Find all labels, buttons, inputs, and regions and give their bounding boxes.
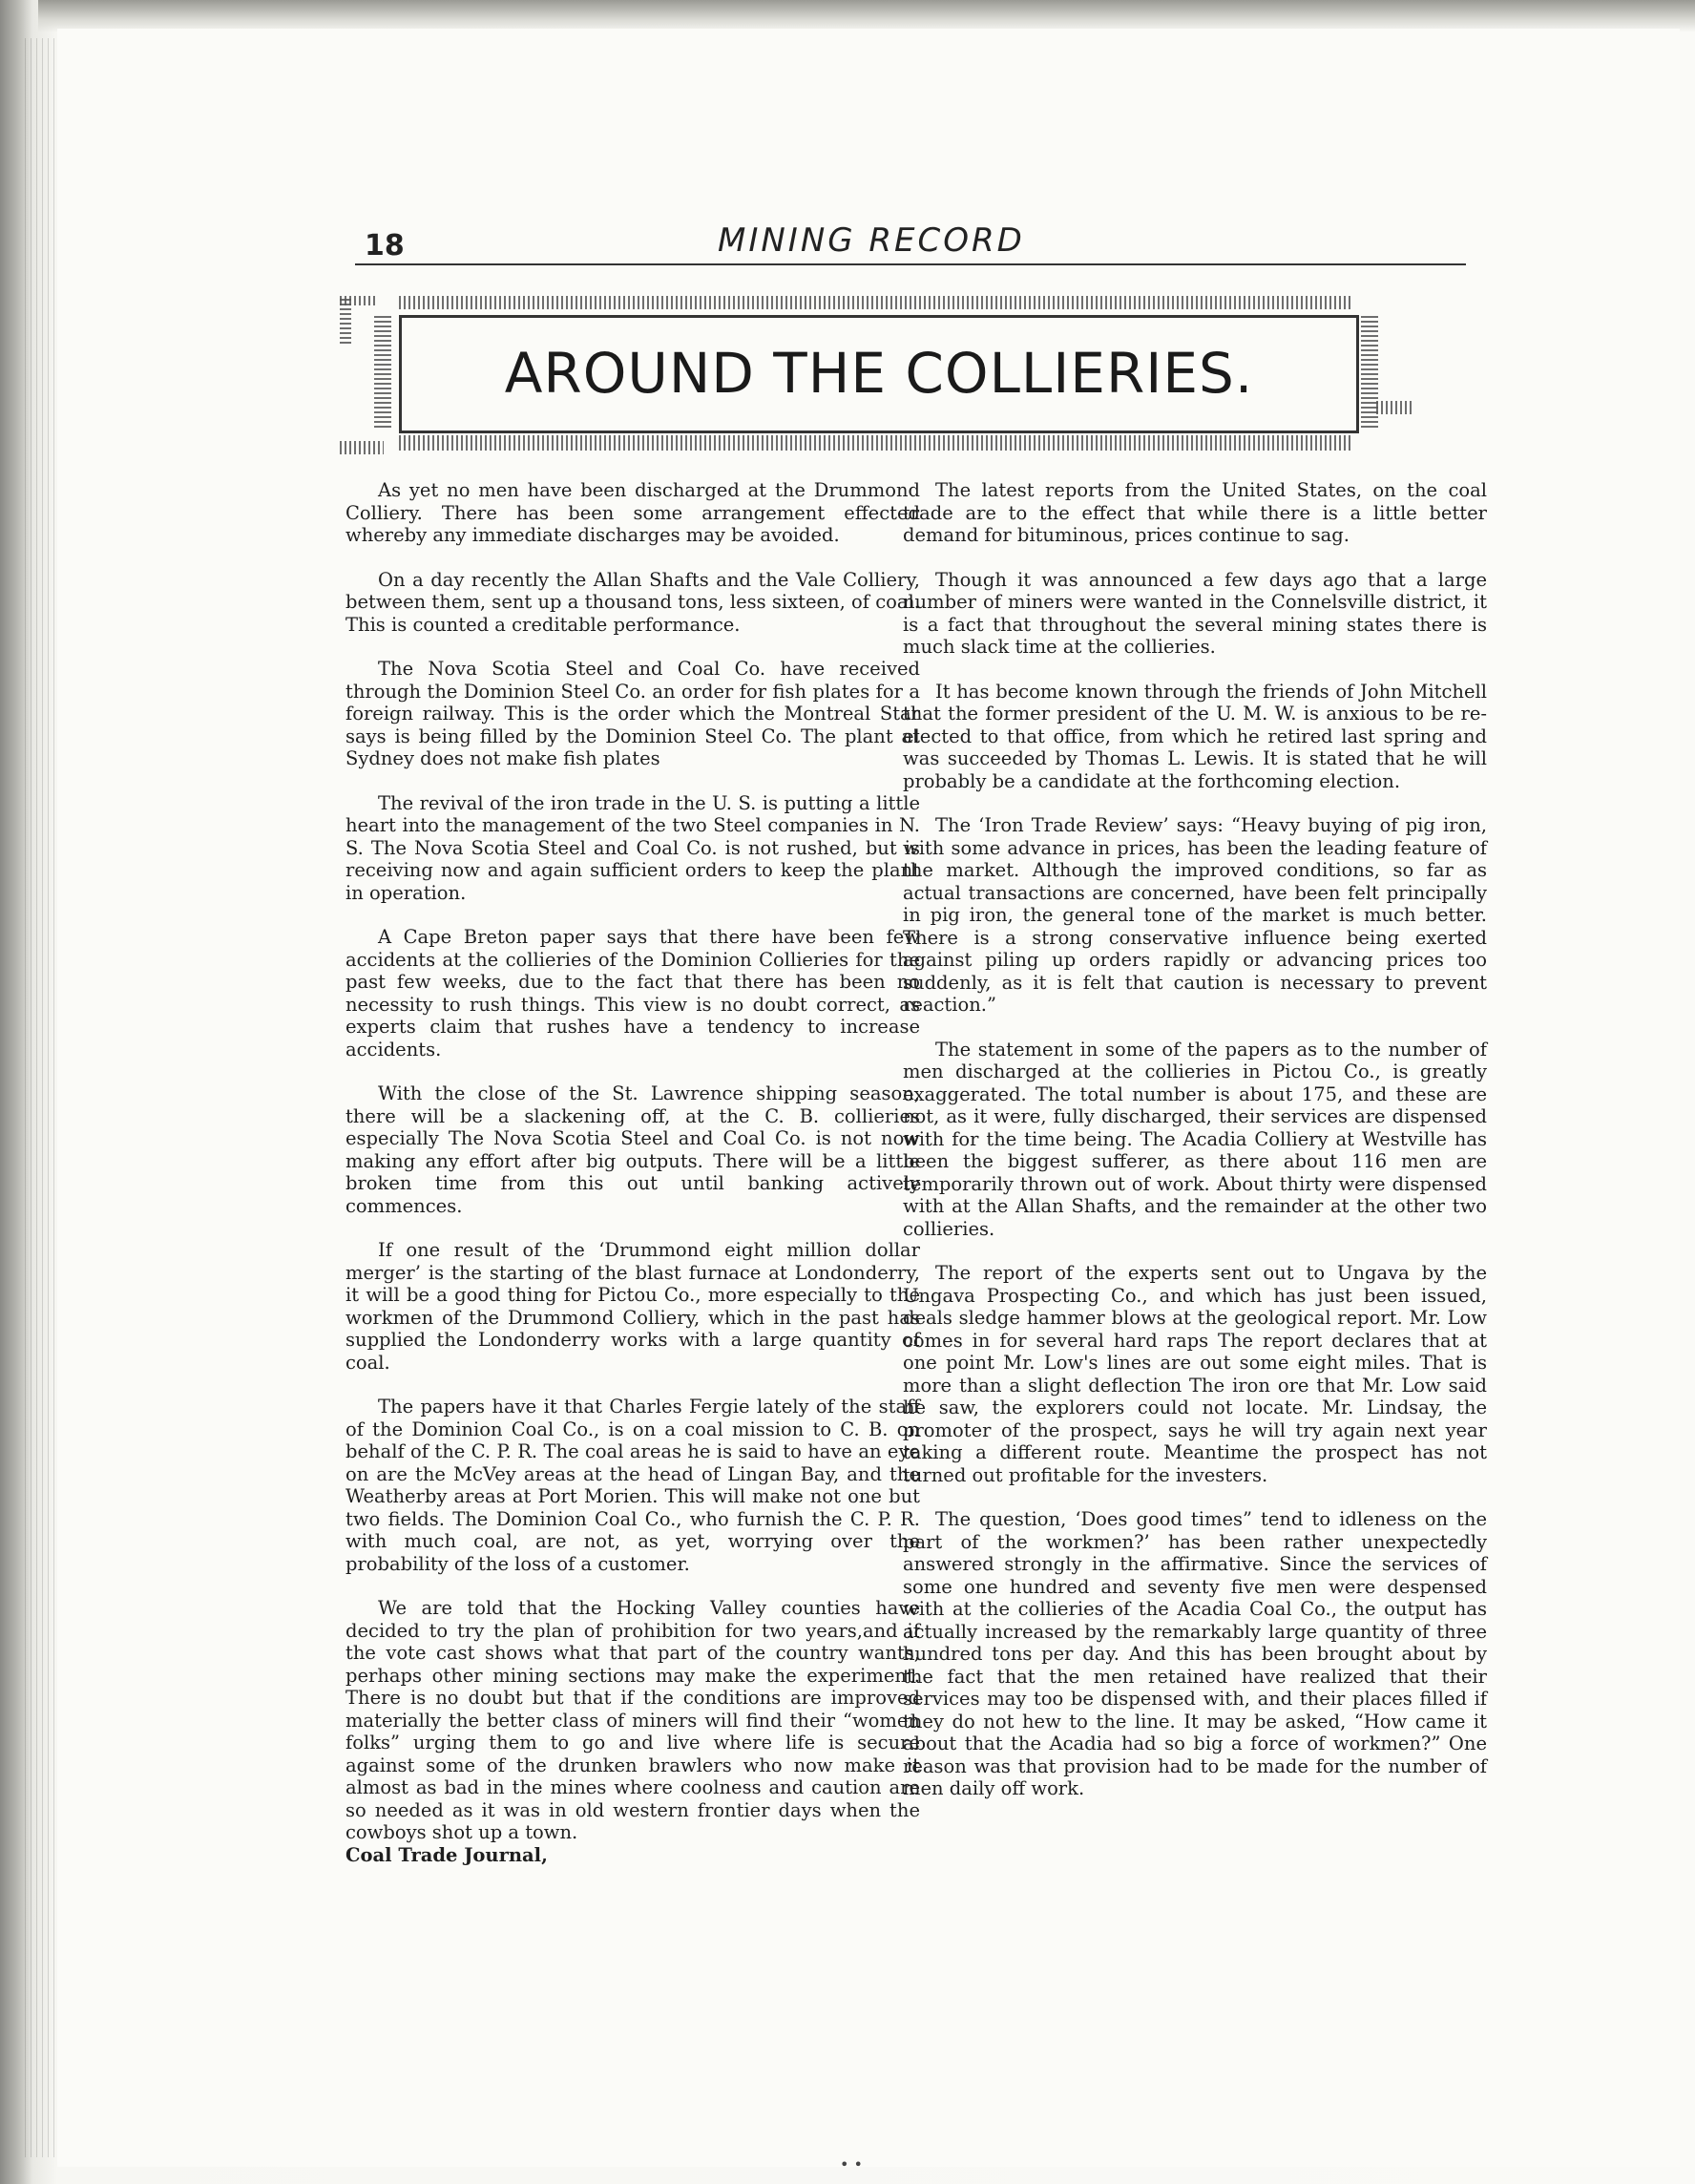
article-paragraph: With the close of the St. Lawrence shipping season, there will be a slackening off, at the C. B. collieries especially The Nova Scotia Steel and Coal Co. is not now making any effort after big outputs. There will be a little broken time from this out until banking actively commences. (345, 1082, 920, 1217)
right-column (903, 479, 1487, 1822)
title-ornament-hatch (340, 296, 351, 344)
article-paragraph: The ‘Iron Trade Review’ says: “Heavy buying of pig iron, with some advance in prices, has been the leading feature of the market. Although the improved conditions, so far as actual transactions are concerned, have been felt principally in pig iron, the general tone of the market is much better. There is a strong conservative influence being exerted against piling up orders rapidly or advancing prices too suddenly, as it is felt that caution is necessary to prevent reaction.” (903, 814, 1487, 1016)
page-number: 18 (365, 229, 405, 262)
title-ornament-hatch (340, 441, 384, 454)
article-paragraph: The question, ‘Does good times” tend to idleness on the part of the workmen?’ has been rather unexpectedly answered strongly in the affirmative. Since the services of some one hundred and seventy five men were despensed with at the collieries of the Acadia Coal Co., the output has actually increased by the remarkably large quantity of three hundred tons per day. And this has been brought about by the fact that the men retained have realized that their services may too be dispensed with, and their places filled if they do not hew to the line. It may be asked, “How came it about that the Acadia had so big a force of workmen?” One reason was that provision had to be made for the number of men daily off work. (903, 1508, 1487, 1799)
article-title: AROUND THE COLLIERIES. (504, 341, 1254, 406)
article-paragraph: As yet no men have been discharged at the Drummond Colliery. There has been some arrangement effected whereby any immediate discharges may be avoided. (345, 479, 920, 546)
title-ornament-hatch (374, 315, 391, 428)
article-paragraph: A Cape Breton paper says that there have been few accidents at the collieries of the Dominion Collieries for the past few weeks, due to the fact that there has been no necessity to rush things. This view is no doubt correct, as experts claim that rushes have a tendency to increase accidents. (345, 926, 920, 1060)
article-paragraph: We are told that the Hocking Valley counties have decided to try the plan of prohibition for two years,and if the vote cast shows what that part of the country wants, perhaps other mining sections may make the experiment. There is no doubt but that if the conditions are improved materially the better class of miners will find their “women folks” urging them to go and live where life is secure against some of the drunken brawlers who now make it almost as bad in the mines where coolness and caution are so needed as it was in old western frontier days when the cowboys shot up a town. (345, 1597, 920, 1843)
running-head (355, 221, 1466, 263)
article-paragraph: It has become known through the friends of John Mitchell that the former president of the U. M. W. is anxious to be re-elected to that office, from which he retired last spring and was succeeded by Thomas L. Lewis. It is stated that he will probably be a candidate at the forthcoming election. (903, 680, 1487, 792)
article-paragraph: The report of the experts sent out to Ungava by the Ungava Prospecting Co., and which has just been issued, deals sledge hammer blows at the geological report. Mr. Low comes in for several hard raps The report declares that at one point Mr. Low's lines are out some eight miles. That is more than a slight deflection The iron ore that Mr. Low said he saw, the explorers could not locate. Mr. Lindsay, the promoter of the prospect, says he will try again next year taking a different route. Meantime the prospect has not turned out profitable for the investers. (903, 1262, 1487, 1486)
title-ornament-hatch (399, 435, 1353, 451)
left-column (345, 479, 920, 1866)
scan-top-shadow (38, 0, 1695, 32)
article-paragraph: The papers have it that Charles Fergie lately of the staff of the Dominion Coal Co., is on a coal mission to C. B. on behalf of the C. P. R. The coal areas he is said to have an eye on are the McVey areas at the head of Lingan Bay, and the Weatherby areas at Port Morien. This will make not one but two fields. The Dominion Coal Co., who furnish the C. P. R. with much coal, are not, as yet, worrying over the probability of the loss of a customer. (345, 1396, 920, 1575)
article-paragraph: If one result of the ‘Drummond eight million dollar merger’ is the starting of the blast furnace at Londonderry, it will be a good thing for Pictou Co., more especially to the workmen of the Drummond Colliery, which in the past has supplied the Londonderry works with a large quantity of coal. (345, 1239, 920, 1374)
header-rule (355, 263, 1466, 265)
title-ornament-hatch (1376, 401, 1414, 414)
source-signoff: Coal Trade Journal, (345, 1843, 548, 1866)
article-paragraph: Though it was announced a few days ago that a large number of miners were wanted in the Connelsville district, it is a fact that throughout the several mining states there is much slack time at the collieries. (903, 568, 1487, 658)
journal-title: MINING RECORD (718, 221, 1025, 260)
article-paragraph: On a day recently the Allan Shafts and the Vale Colliery, between them, sent up a thousand tons, less sixteen, of coal. This is counted a creditable performance. (345, 568, 920, 636)
article-title-frame (340, 296, 1414, 464)
article-paragraph: The statement in some of the papers as to the number of men discharged at the collieries in Pictou Co., is greatly exaggerated. The total number is about 175, and these are not, as it were, fully discharged, their services are dispensed with for the time being. The Acadia Colliery at Westville has been the biggest sufferer, as there about 116 men are temporarily thrown out of work. About thirty were dispensed with at the Allan Shafts, and the remainder at the other two collieries. (903, 1038, 1487, 1240)
title-ornament-hatch (399, 296, 1353, 309)
title-box (399, 315, 1359, 433)
article-paragraph: The latest reports from the United States, on the coal trade are to the effect that while there is a little better demand for bituminous, prices continue to sag. (903, 479, 1487, 546)
print-speck: • • (840, 2155, 863, 2174)
article-paragraph: The revival of the iron trade in the U. S. is putting a little heart into the management of the two Steel companies in N. S. The Nova Scotia Steel and Coal Co. is not rushed, but is receiving now and again sufficient orders to keep the plant in operation. (345, 791, 920, 904)
article-paragraph: The Nova Scotia Steel and Coal Co. have received through the Dominion Steel Co. an order for fish plates for a foreign railway. This is the order which the Montreal Star says is being filled by the Dominion Steel Co. The plant at Sydney does not make fish plates (345, 658, 920, 769)
